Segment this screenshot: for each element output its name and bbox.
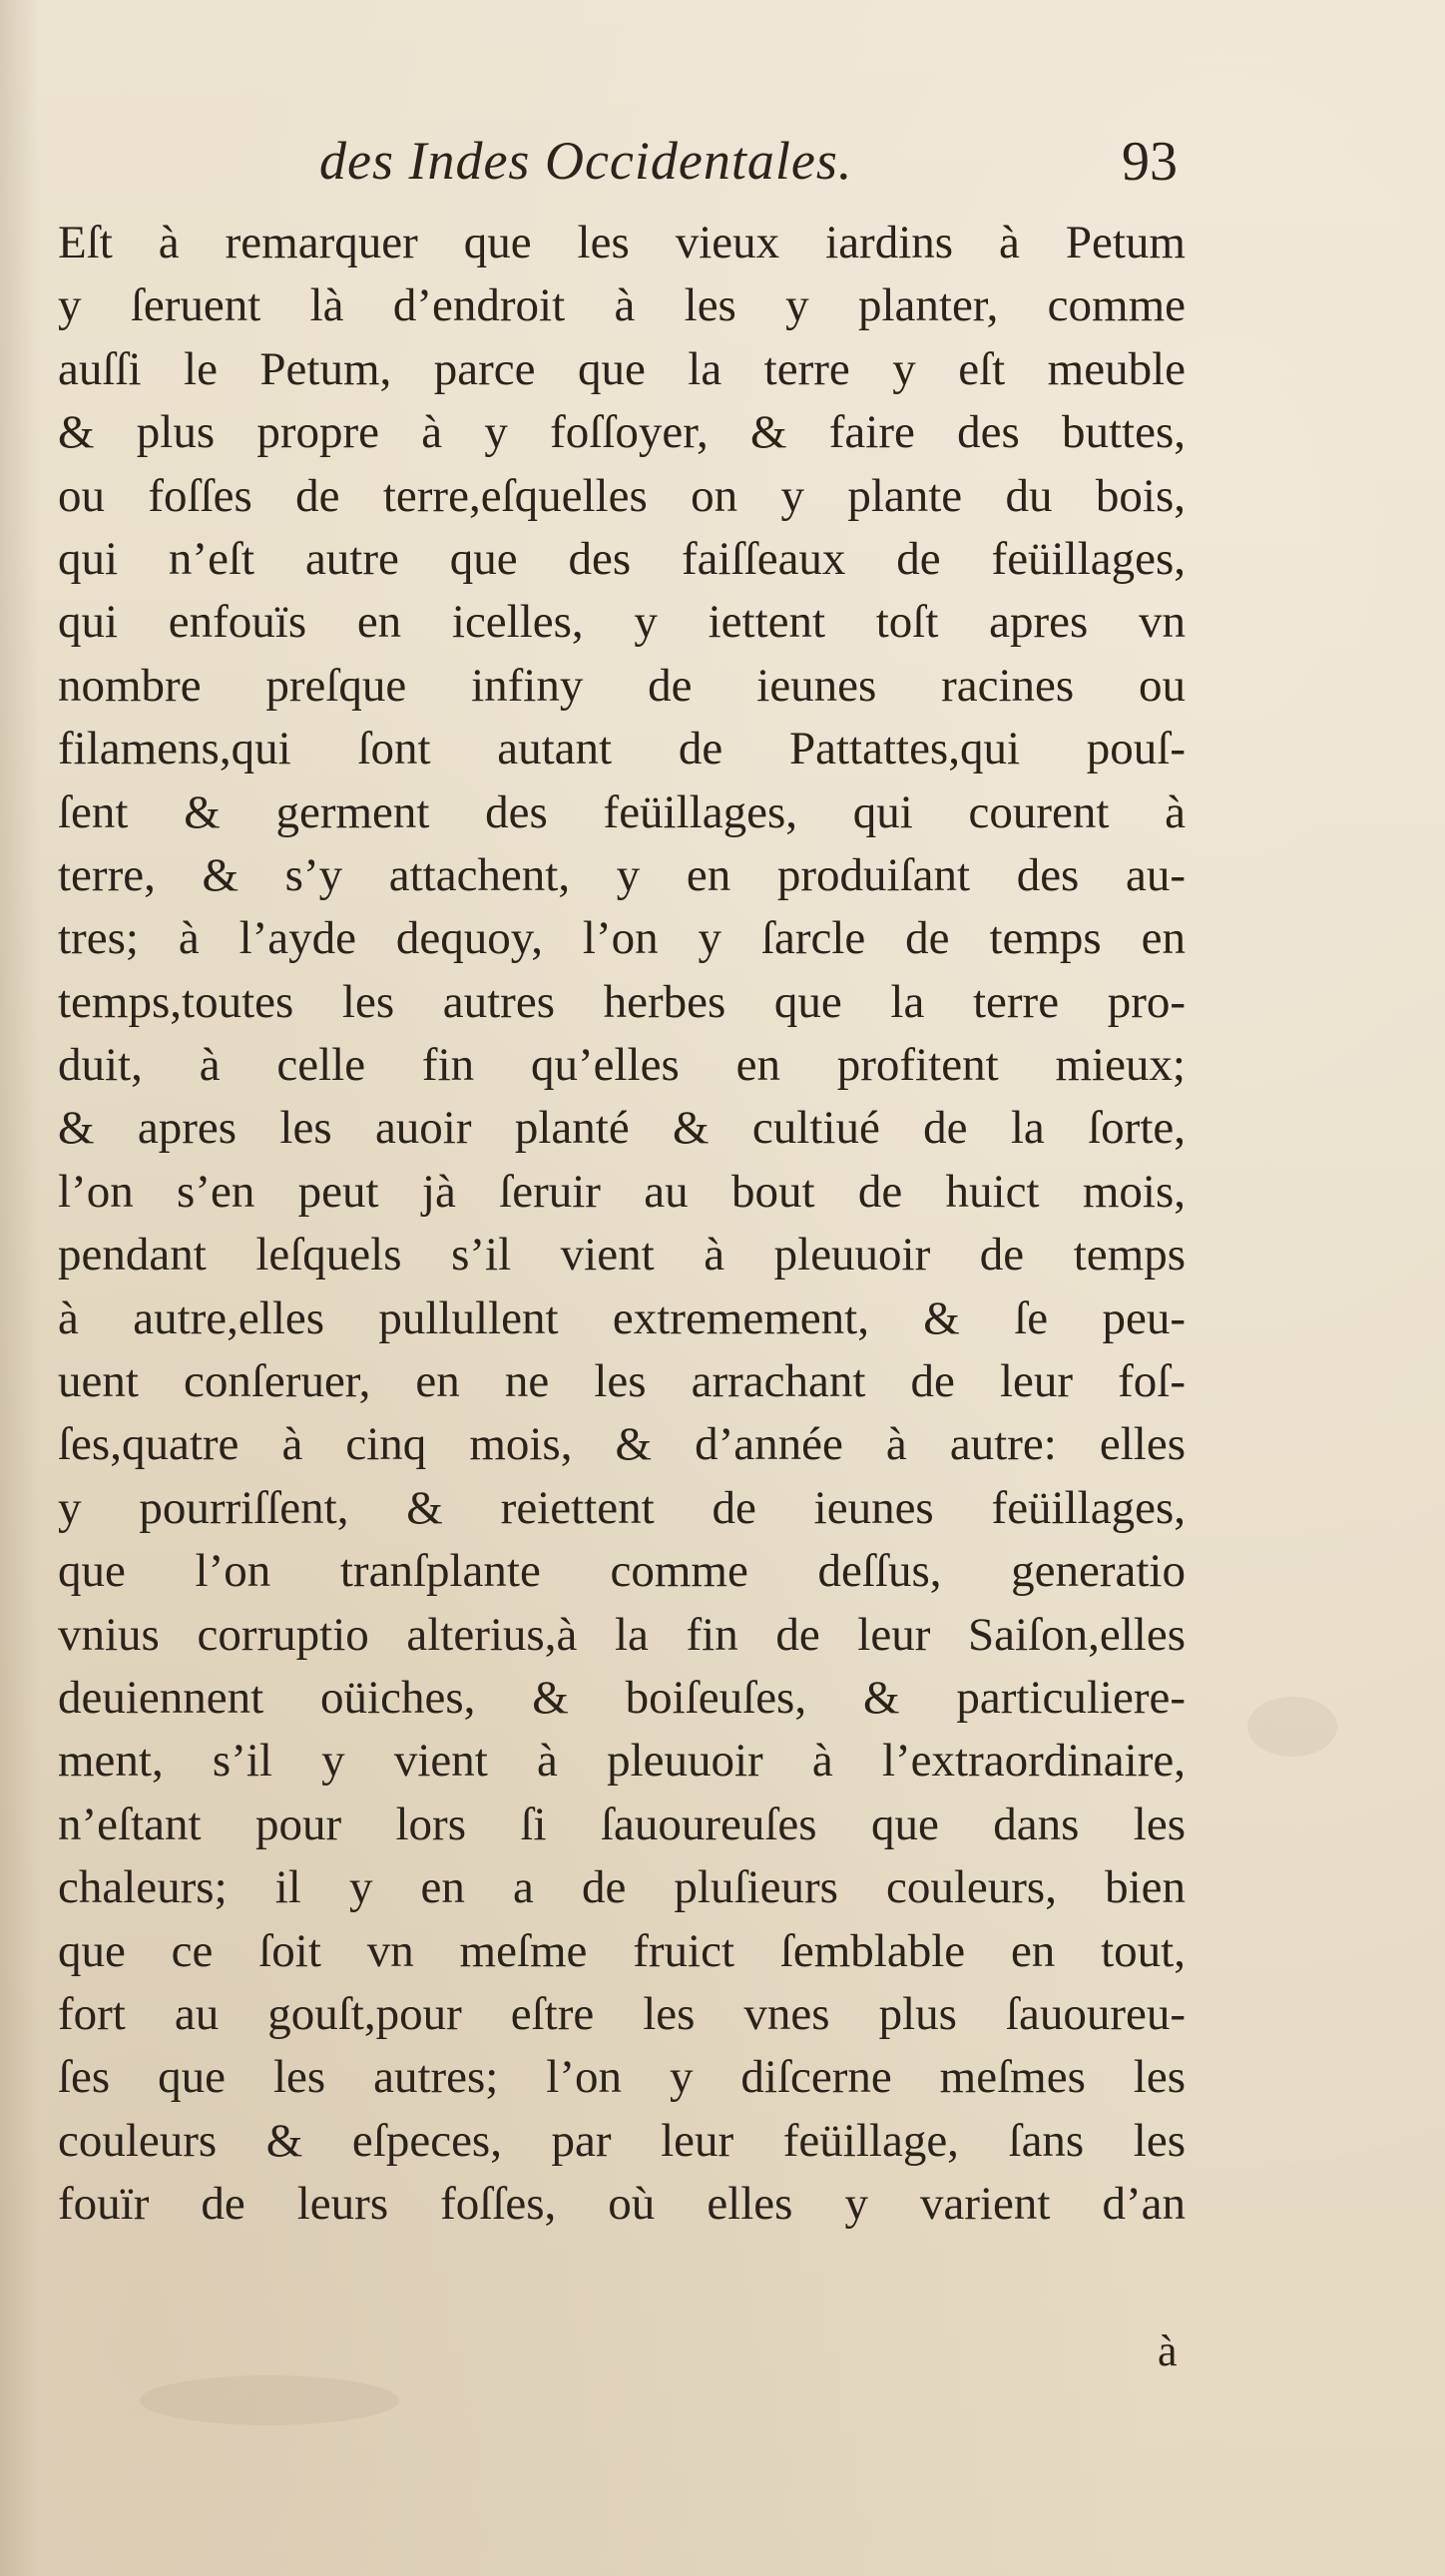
text-line: & plus propre à y foſſoyer, & faire des buttes, [58,406,1186,459]
text-line: vnius corruptio alterius,à la fin de leur Saiſon,elles [58,1608,1186,1661]
page-number: 93 [1122,131,1178,193]
paper-stain [140,2375,399,2425]
running-head [319,130,1178,210]
text-line: y ſeruent là d’endroit à les y planter, comme [58,279,1186,332]
text-line: à autre,elles pullullent extremement, & ſe peu- [58,1291,1186,1344]
text-line: filamens,qui ſont autant de Pattattes,qui pouſ- [58,723,1186,775]
text-line: ſent & germent des feüillages, qui courent à [58,785,1186,838]
text-line: chaleurs; il y en a de pluſieurs couleurs, bien [58,1861,1186,1914]
text-line: temps,toutes les autres herbes que la terre pro- [58,975,1186,1028]
text-line: auſſi le Petum, parce que la terre y eſt meuble [58,342,1186,395]
text-line: ſes,quatre à cinq mois, & d’année à autre: elles [58,1418,1186,1471]
text-line: terre, & s’y attachent, y en produiſant des au- [58,848,1186,901]
body-text [58,212,1186,2237]
text-line: tres; à l’ayde dequoy, l’on y ſarcle de temps en [58,912,1186,965]
text-line: & apres les auoir planté & cultiué de la ſorte, [58,1102,1186,1155]
text-line: qui n’eſt autre que des faiſſeaux de feüillages, [58,532,1186,585]
paper-stain [1247,1697,1337,1757]
text-line: couleurs & eſpeces, par leur feüillage, ſans les [58,2114,1186,2167]
text-line: que l’on tranſplante comme deſſus, generatio [58,1545,1186,1598]
text-line: l’on s’en peut jà ſeruir au bout de huict mois, [58,1165,1186,1218]
text-line: que ce ſoit vn meſme fruict ſemblable en tout, [58,1924,1186,1977]
text-line: y pourriſſent, & reiettent de ieunes feüillages, [58,1481,1186,1534]
text-line: nombre preſque infiny de ieunes racines ou [58,659,1186,712]
gutter-shadow [0,0,40,2576]
text-line: n’eſtant pour lors ſi ſauoureuſes que dans les [58,1798,1186,1850]
text-line: ou foſſes de terre,eſquelles on y plante du bois, [58,469,1186,522]
text-line: duit, à celle fin qu’elles en profitent mieux; [58,1039,1186,1092]
text-line: pendant leſquels s’il vient à pleuuoir de temps [58,1229,1186,1282]
text-line: Eſt à remarquer que les vieux iardins à Petum [58,217,1186,268]
catchword: à [1158,2326,1178,2375]
text-line: ment, s’il y vient à pleuuoir à l’extraordinaire, [58,1735,1186,1788]
text-line: qui enfouïs en icelles, y iettent toſt apres vn [58,596,1186,649]
text-line: uent conſeruer, en ne les arrachant de leur foſ- [58,1355,1186,1408]
text-line: fouïr de leurs foſſes, où elles y varient d’an [58,2178,1186,2231]
running-title: des Indes Occidentales. [319,131,853,191]
text-line: deuiennent oüiches, & boiſeuſes, & particuliere- [58,1671,1186,1724]
text-line: ſes que les autres; l’on y diſcerne meſmes les [58,2051,1186,2104]
text-line: fort au gouſt,pour eſtre les vnes plus ſauoureu- [58,1987,1186,2040]
